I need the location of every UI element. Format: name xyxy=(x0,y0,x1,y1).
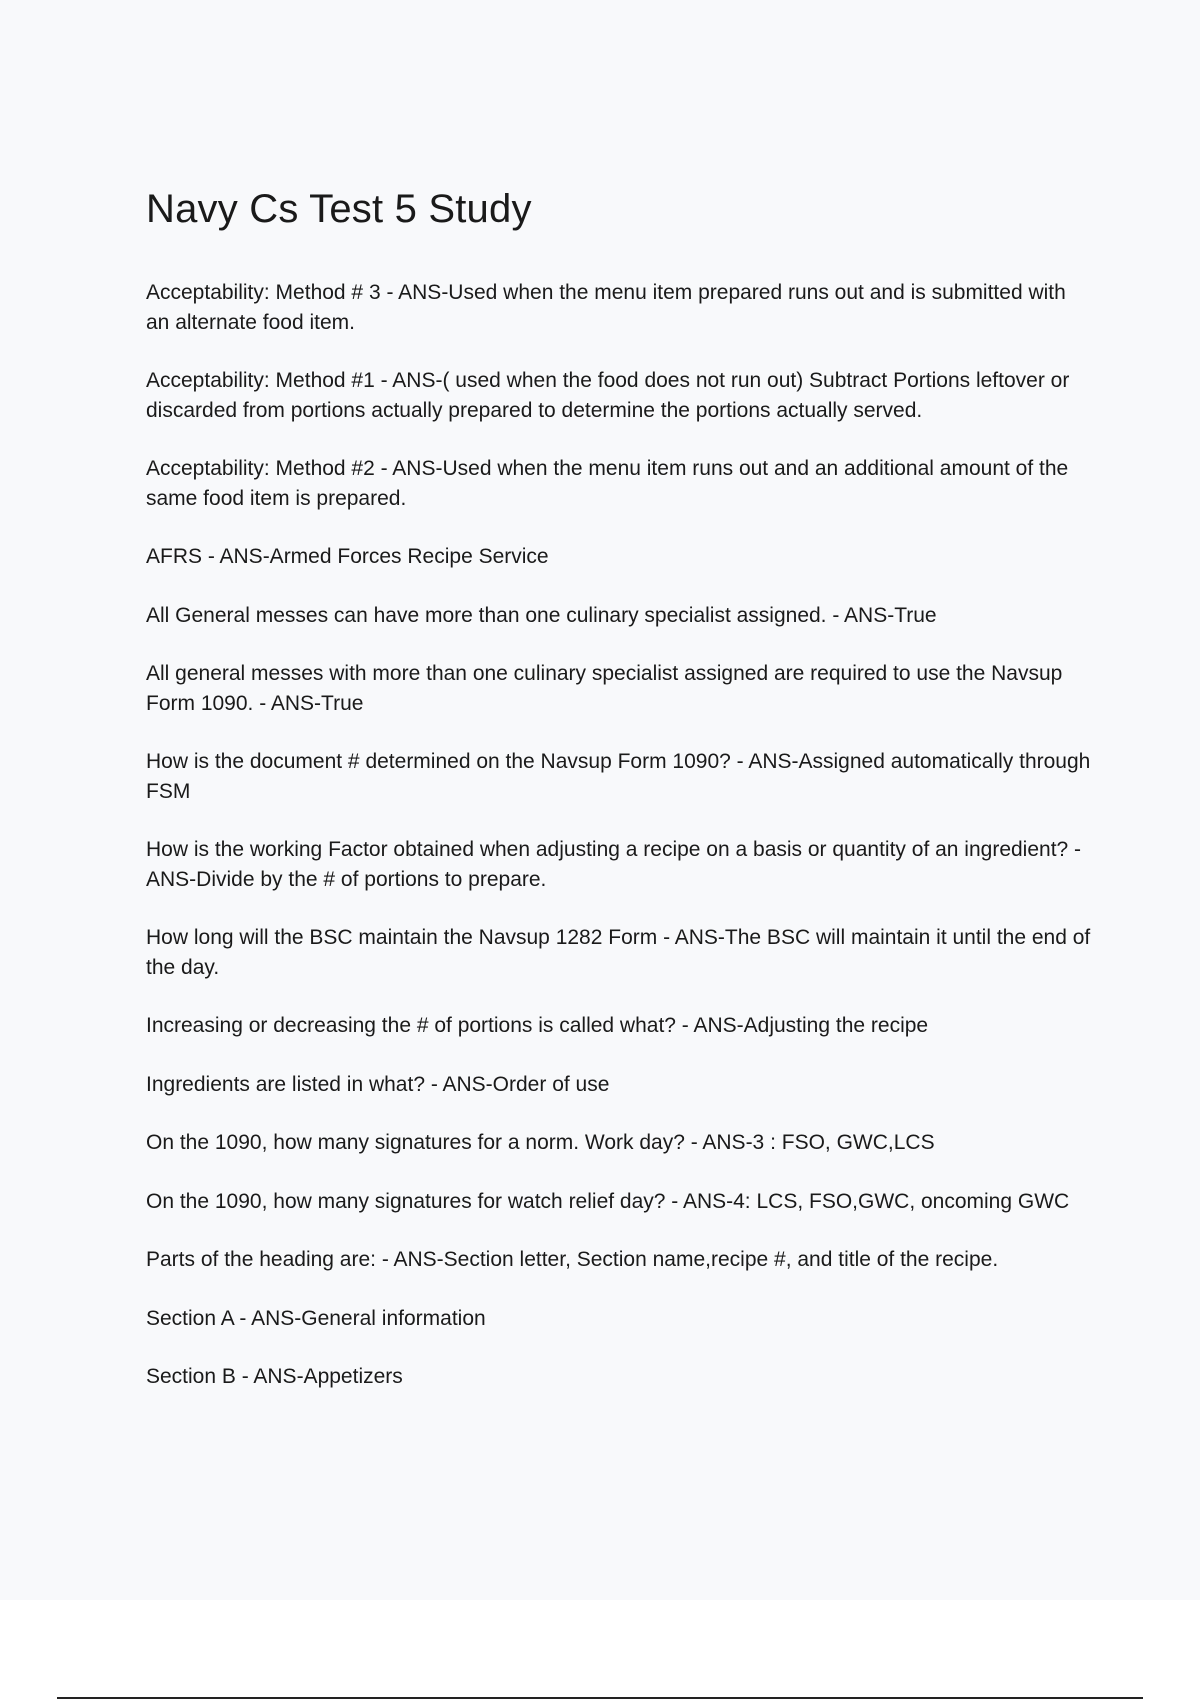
qa-item: Parts of the heading are: - ANS-Section letter, Section name,recipe #, and title of the recipe. xyxy=(146,1248,999,1271)
qa-item: How is the document # determined on the Navsup Form 1090? - ANS-Assigned automatically through FSM xyxy=(146,750,1091,803)
page-title: Navy Cs Test 5 Study xyxy=(146,187,532,231)
qa-item: On the 1090, how many signatures for a norm. Work day? - ANS-3 : FSO, GWC,LCS xyxy=(146,1131,935,1154)
document-content xyxy=(146,186,1091,1421)
qa-item: How long will the BSC maintain the Navsup 1282 Form - ANS-The BSC will maintain it until the end of the day. xyxy=(146,926,1091,979)
qa-item: Acceptability: Method # 3 - ANS-Used when the menu item prepared runs out and is submitted with an alternate food item. xyxy=(146,281,1066,334)
qa-item: How is the working Factor obtained when adjusting a recipe on a basis or quantity of an ingredient? - ANS-Divide by the # of portions to prepare. xyxy=(146,838,1082,891)
qa-item: Section A - ANS-General information xyxy=(146,1306,486,1330)
qa-item: Ingredients are listed in what? - ANS-Order of use xyxy=(146,1072,610,1096)
qa-item: AFRS - ANS-Armed Forces Recipe Service xyxy=(146,545,549,568)
footer-divider xyxy=(57,1697,1143,1699)
qa-item: On the 1090, how many signatures for watch relief day? - ANS-4: LCS, FSO,GWC, oncoming GWC xyxy=(146,1189,1070,1213)
qa-list xyxy=(146,278,1091,1392)
qa-item: Section B - ANS-Appetizers xyxy=(146,1365,403,1388)
qa-item: Increasing or decreasing the # of portions is called what? - ANS-Adjusting the recipe xyxy=(146,1014,929,1037)
qa-item: All general messes with more than one culinary specialist assigned are required to use the Navsup Form 1090. - ANS-True xyxy=(146,662,1063,715)
qa-item: Acceptability: Method #2 - ANS-Used when the menu item runs out and an additional amount of the same food item is prepared. xyxy=(146,457,1069,510)
qa-item: Acceptability: Method #1 - ANS-( used when the food does not run out) Subtract Portions leftover or discarded from portions actually prepared to determine the portions actually served. xyxy=(146,369,1070,422)
qa-item: All General messes can have more than one culinary specialist assigned. - ANS-True xyxy=(146,603,937,627)
